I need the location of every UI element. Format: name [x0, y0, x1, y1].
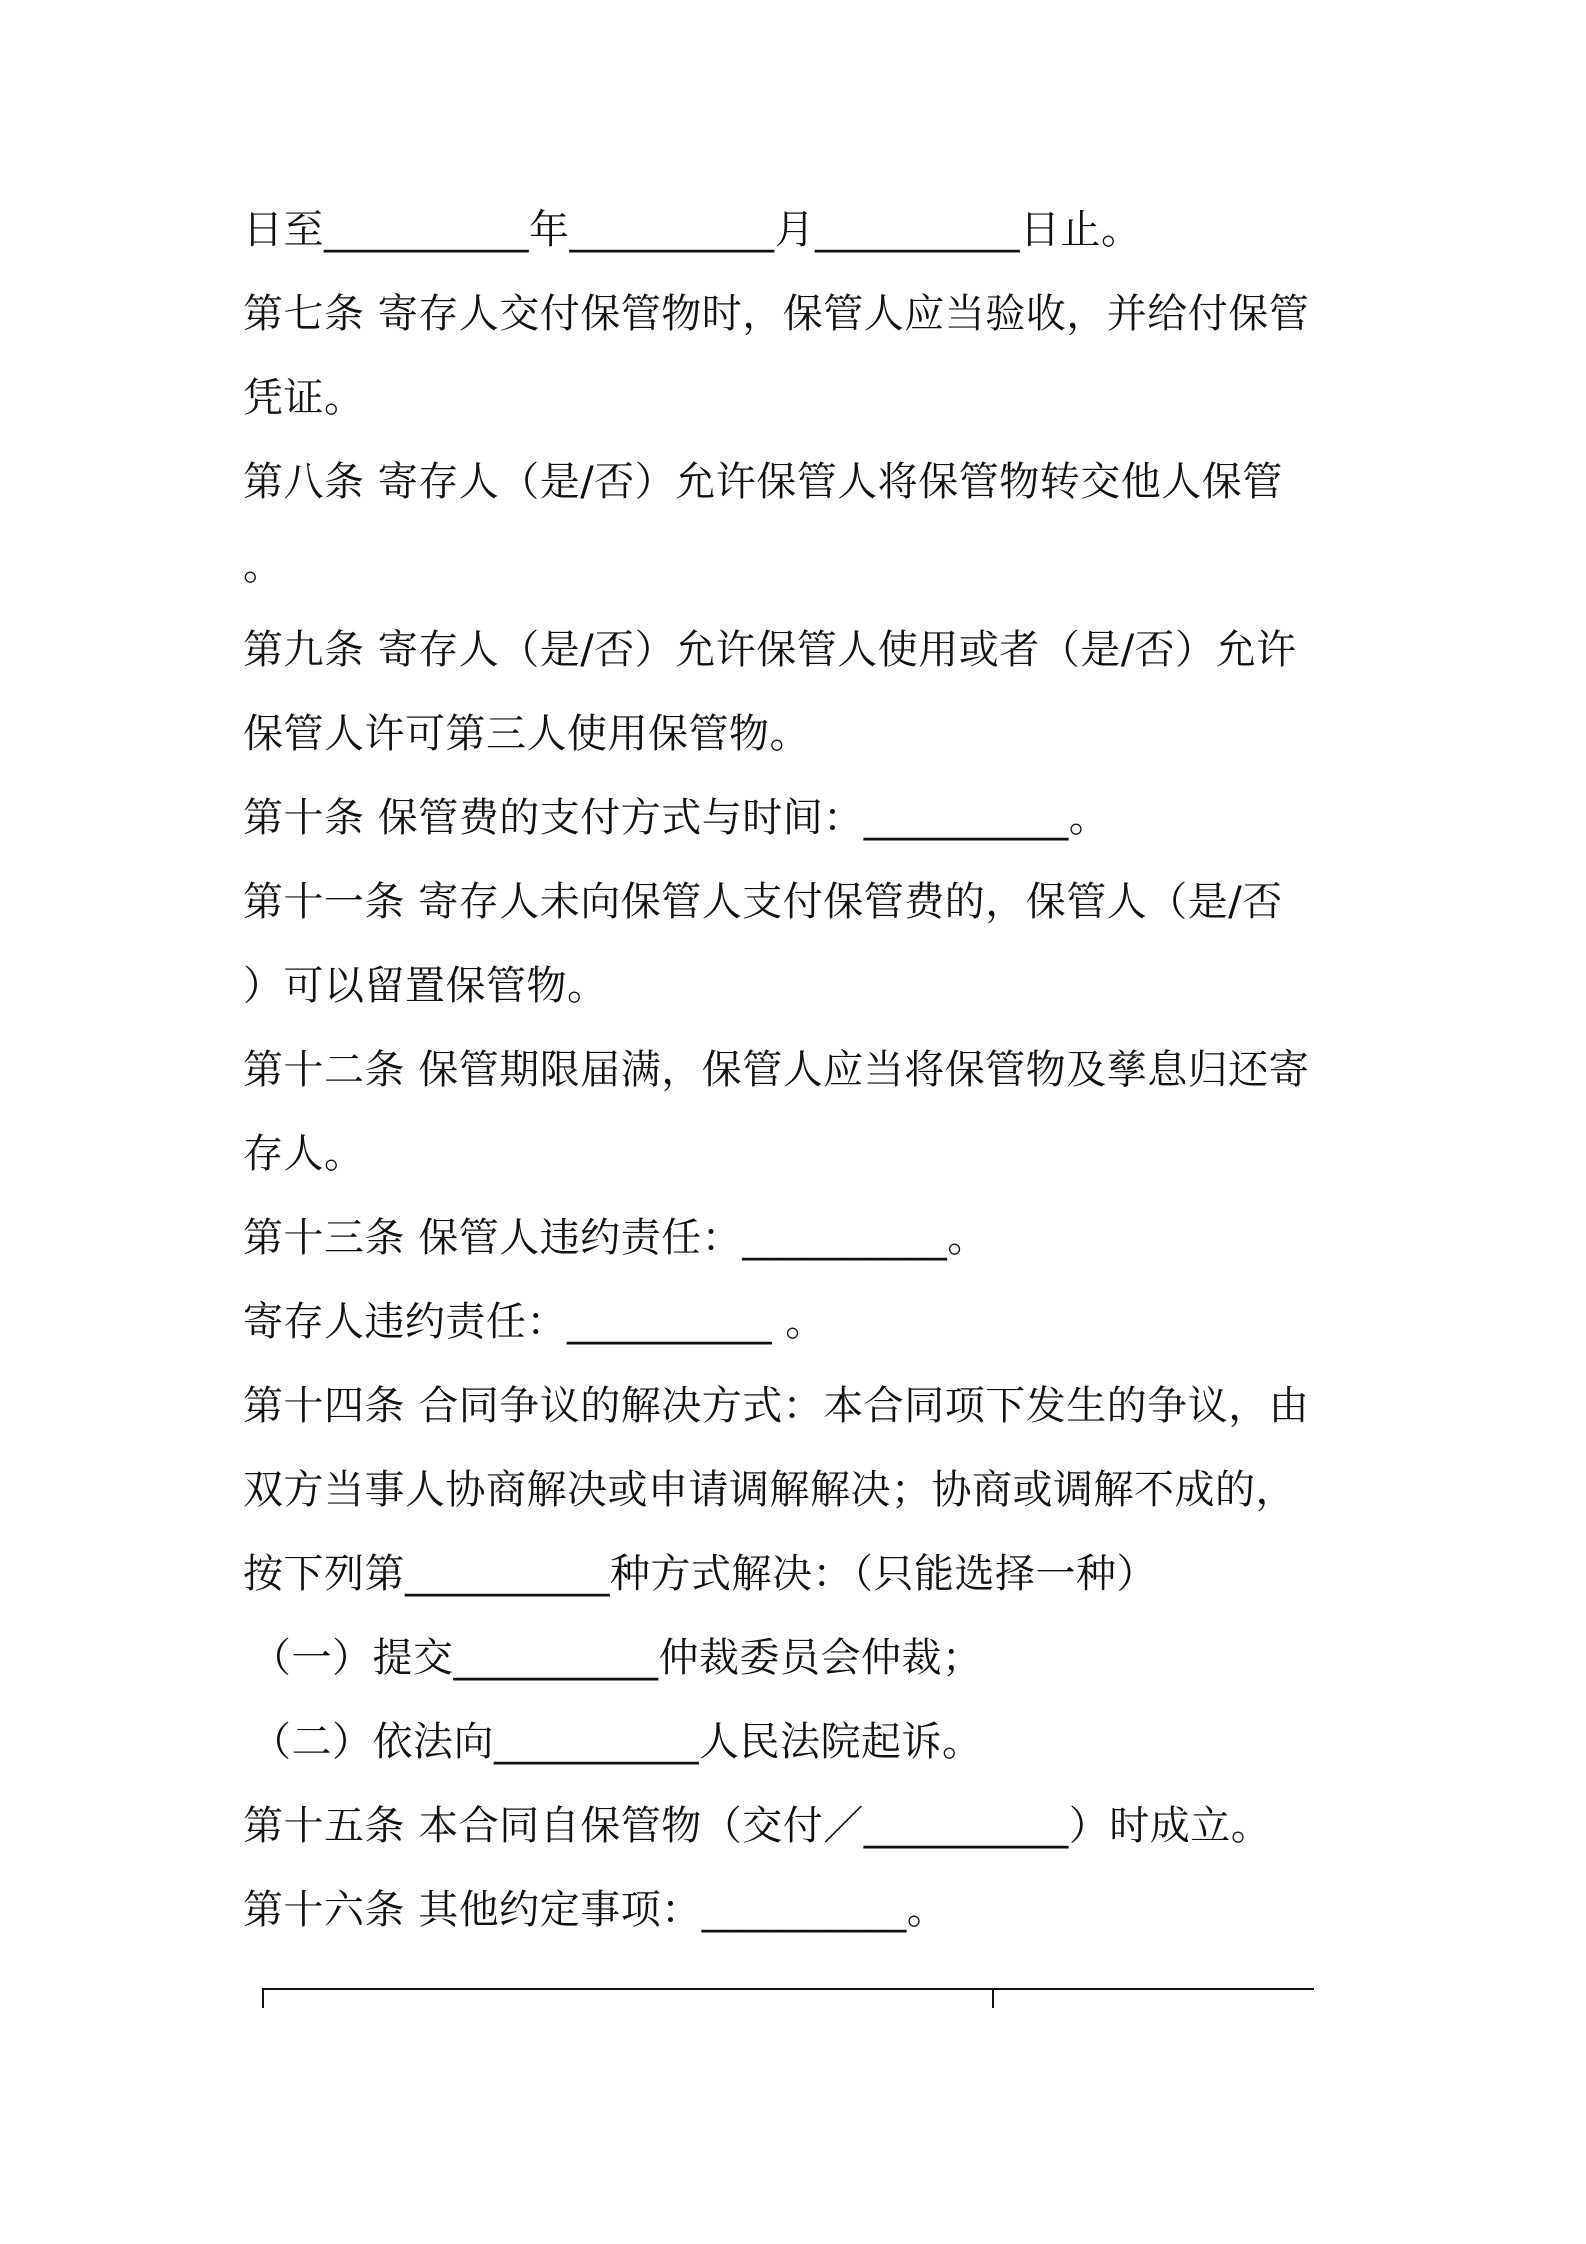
article-10: 第十条 保管费的支付方式与时间：__________。	[243, 795, 1110, 841]
article-14-cont-2: 按下列第__________种方式解决：（只能选择一种）	[243, 1551, 1157, 1597]
article-8: 第八条 寄存人（是/否）允许保管人将保管物转交他人保管	[243, 459, 1283, 505]
contract-body	[243, 188, 1363, 1952]
article-14-option-1: （一）提交__________仲裁委员会仲裁；	[251, 1635, 983, 1681]
article-16: 第十六条 其他约定事项：__________。	[243, 1887, 948, 1933]
article-15: 第十五条 本合同自保管物（交付／__________）时成立。	[243, 1803, 1272, 1849]
article-11-cont: ）可以留置保管物。	[243, 963, 608, 1009]
article-14: 第十四条 合同争议的解决方式：本合同项下发生的争议，由	[243, 1383, 1310, 1429]
article-14-option-2: （二）依法向__________人民法院起诉。	[251, 1719, 983, 1765]
article-13: 第十三条 保管人违约责任：__________。	[243, 1215, 988, 1261]
table-middle-tick	[992, 1988, 994, 2008]
article-13-depositor: 寄存人违约责任：__________ 。	[243, 1299, 826, 1345]
line-period-end: 日至__________年__________月__________日止。	[243, 207, 1142, 253]
article-14-cont-1: 双方当事人协商解决或申请调解解决；协商或调解不成的，	[243, 1467, 1296, 1513]
article-7-cont: 凭证。	[243, 375, 365, 421]
article-9-cont: 保管人许可第三人使用保管物。	[243, 711, 810, 757]
article-12: 第十二条 保管期限届满，保管人应当将保管物及孳息归还寄	[243, 1047, 1310, 1093]
article-12-cont: 存人。	[243, 1131, 365, 1177]
article-7: 第七条 寄存人交付保管物时，保管人应当验收，并给付保管	[243, 291, 1310, 337]
article-9: 第九条 寄存人（是/否）允许保管人使用或者（是/否）允许	[243, 627, 1297, 673]
table-left-tick	[262, 1988, 264, 2008]
table-top-rule	[262, 1988, 1314, 1990]
signature-table-top-border	[262, 1988, 1314, 2008]
article-8-cont: 。	[243, 543, 284, 589]
article-11: 第十一条 寄存人未向保管人支付保管费的，保管人（是/否	[243, 879, 1283, 925]
